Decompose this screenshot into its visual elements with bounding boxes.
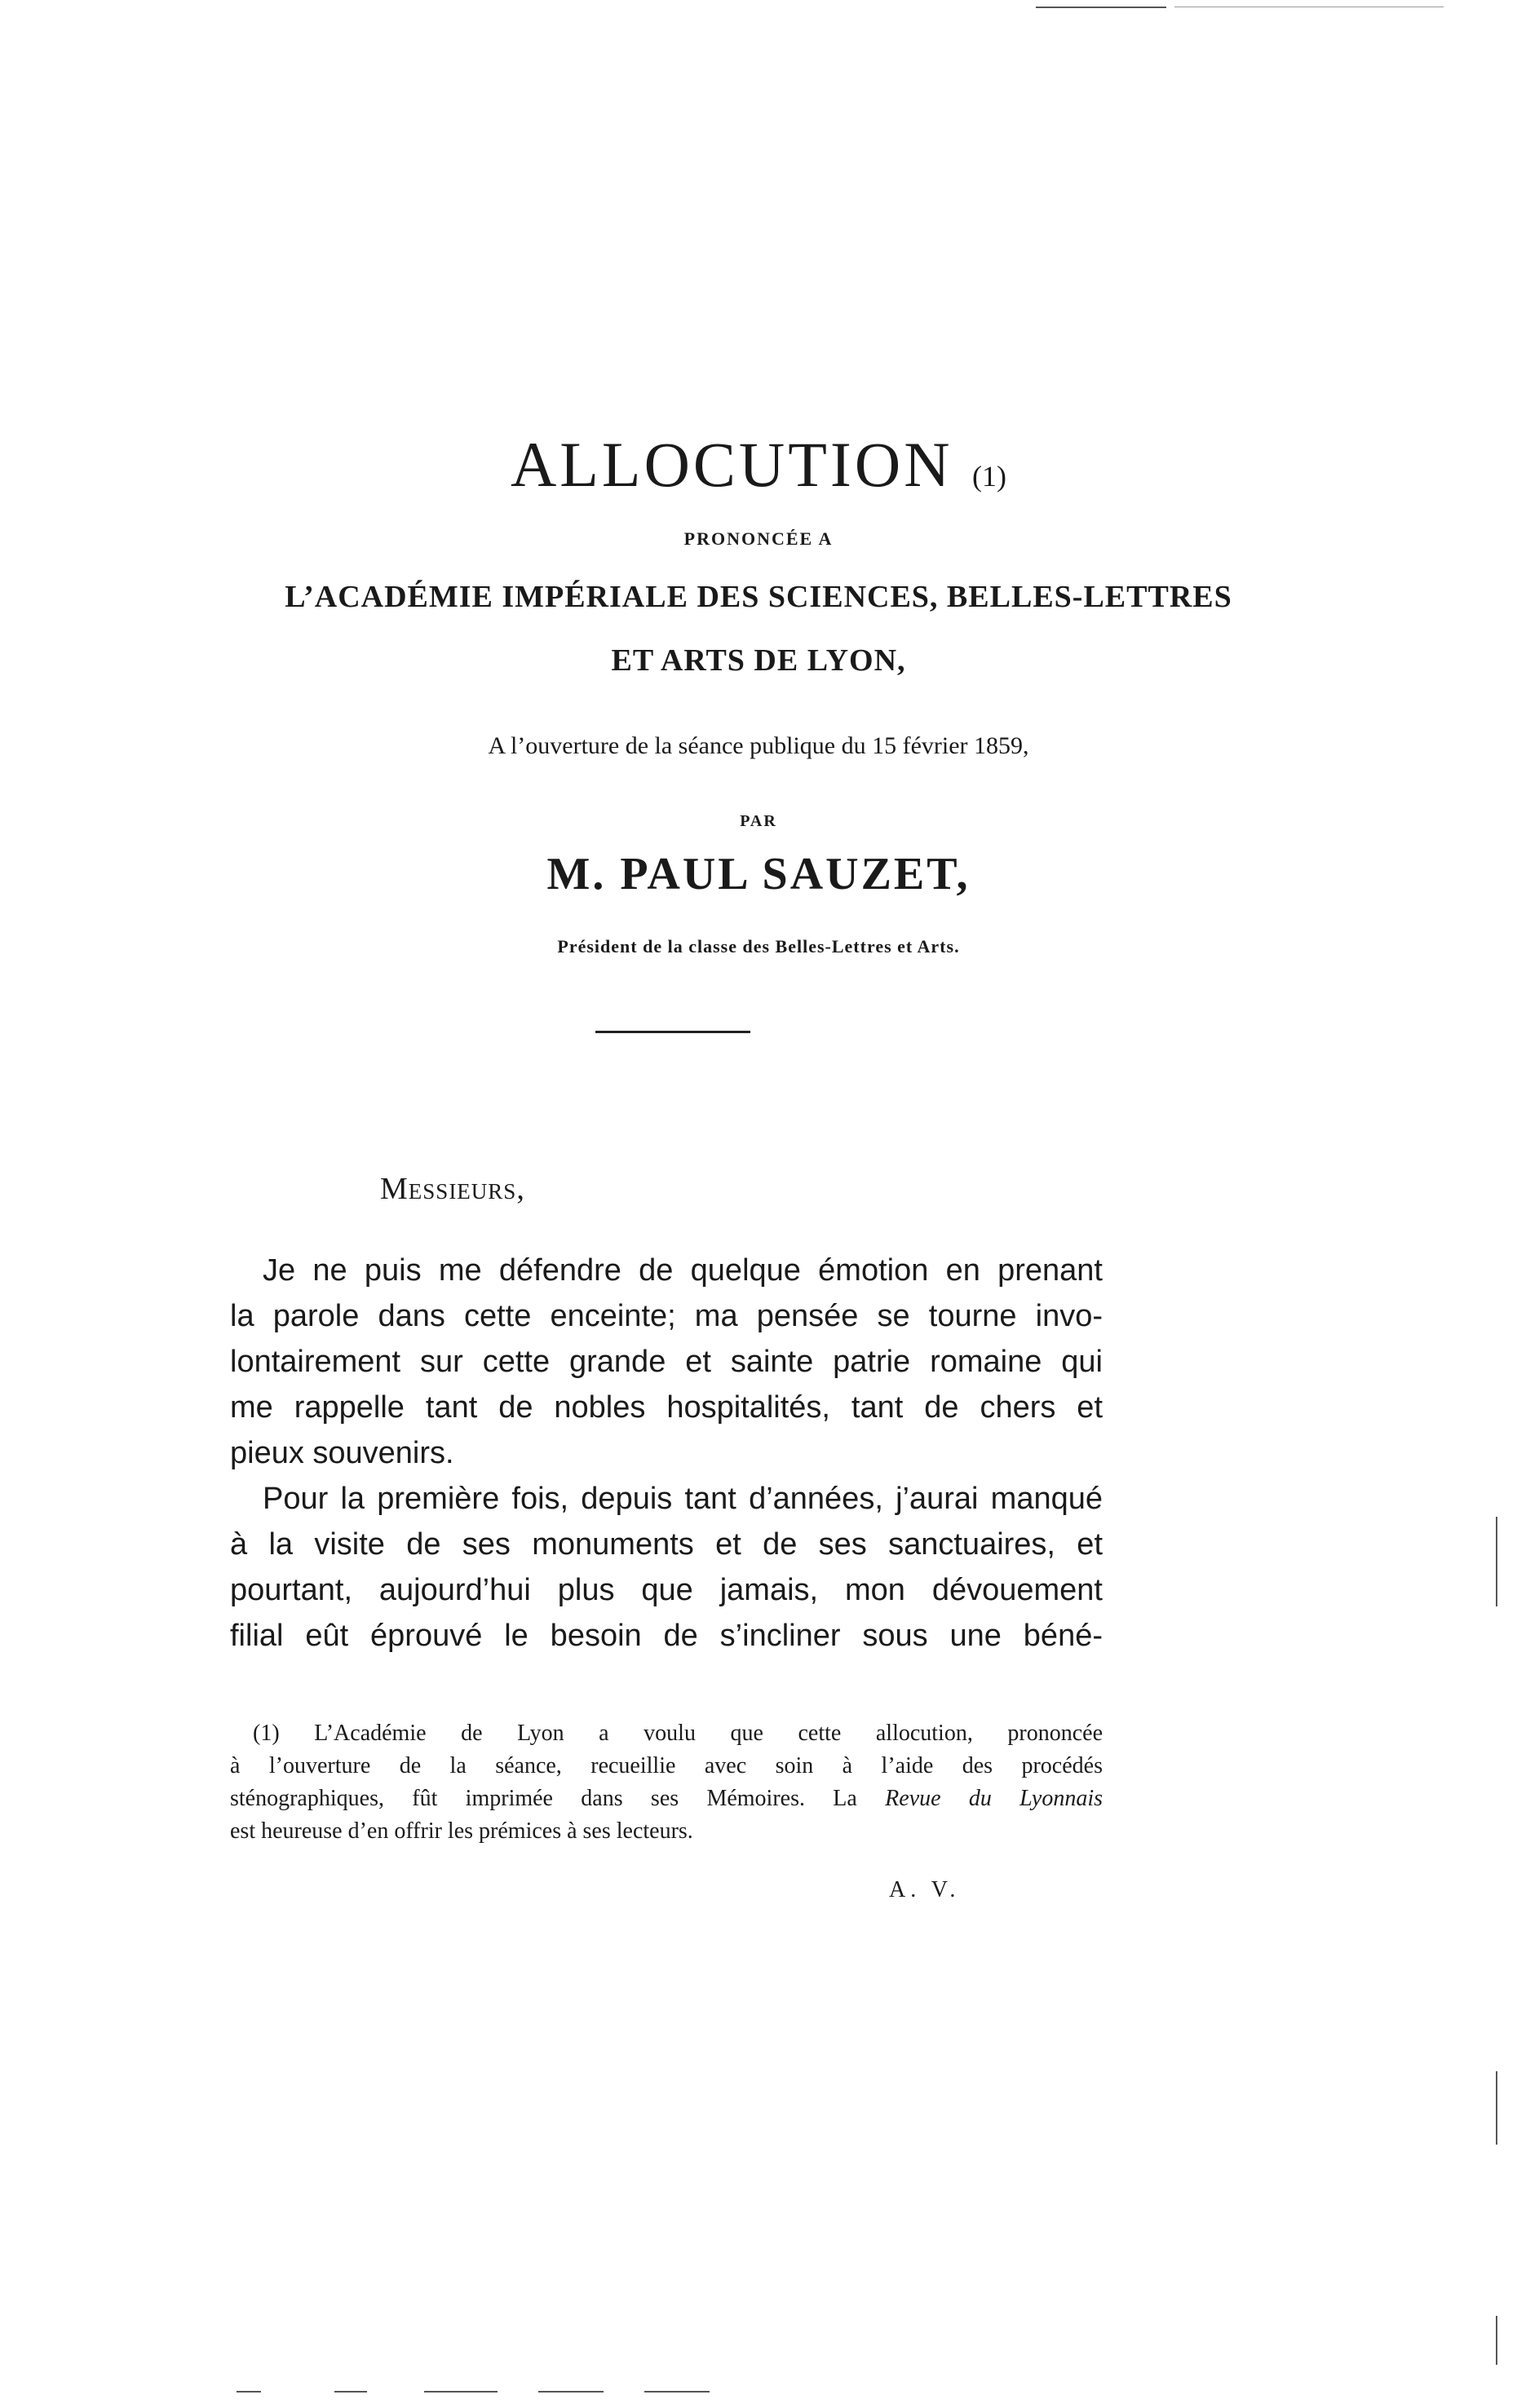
scan-mark [237,2391,261,2393]
paragraph-line: lontairement sur cette grande et sainte patrie romaine qui [230,1345,1103,1379]
paragraph-line: pourtant, aujourd’hui plus que jamais, mon dévouement [230,1573,1103,1607]
scan-mark [1496,1517,1497,1606]
occasion-line: A l’ouverture de la séance publique du 15 février 1859, [488,732,1029,759]
paragraph-1 [230,1248,1103,1476]
footnote-line: (1) L’Académie de Lyon a voulu que cette allocution, prononcée [253,1721,1103,1746]
page-title [0,424,1517,517]
scan-mark [644,2391,710,2393]
paragraph-line: me rappelle tant de nobles hospitalités, tant de chers et [230,1390,1103,1425]
paragraph-line: à la visite de ses monuments et de ses sanctuaires, et [230,1527,1103,1562]
footnote-line: à l’ouverture de la séance, recueillie avec soin à l’aide des procédés [230,1753,1103,1778]
separator-rule [595,1031,750,1033]
subtitle-prononcee: PRONONCÉE A [683,528,834,549]
paragraph-2 [230,1476,1103,1659]
paragraph-line: Je ne puis me défendre de quelque émotion en prenant [263,1253,1103,1288]
footnote-reference: (1) [972,460,1007,493]
salutation: Messieurs, [380,1172,525,1206]
scan-mark [334,2391,367,2393]
journal-title: Revue du Lyonnais [885,1786,1103,1811]
title-text: ALLOCUTION [510,429,953,500]
footnote-line [230,1783,1103,1815]
footnote-signature: A. V. [889,1877,961,1902]
paragraph-line: la parole dans cette enceinte; ma pensée se tourne invo- [230,1299,1103,1333]
author-role: Président de la classe des Belles-Lettres et Arts. [557,936,960,957]
paragraph-line: filial eût éprouvé le besoin de s’incliner sous une béné- [230,1619,1103,1653]
by-label: PAR [740,812,777,830]
paragraph-line: Pour la première fois, depuis tant d’années, j’aurai manqué [263,1482,1103,1516]
institution-line-2: ET ARTS DE LYON, [611,643,906,678]
paragraph-line: pieux souvenirs. [230,1436,454,1470]
institution-line-1: L’ACADÉMIE IMPÉRIALE DES SCIENCES, BELLES-LETTRES [285,580,1232,614]
scan-mark [424,2391,498,2393]
scan-mark [1036,7,1166,8]
footnote-text: sténographiques, fût imprimée dans ses Mémoires. La [230,1786,886,1811]
scan-mark [1496,2071,1497,2145]
footnote-line: est heureuse d’en offrir les prémices à ses lecteurs. [230,1818,693,1844]
footnote [230,1717,1103,1848]
scan-mark [538,2391,604,2393]
author-name: M. PAUL SAUZET, [546,849,971,899]
scan-mark [1496,2316,1497,2365]
